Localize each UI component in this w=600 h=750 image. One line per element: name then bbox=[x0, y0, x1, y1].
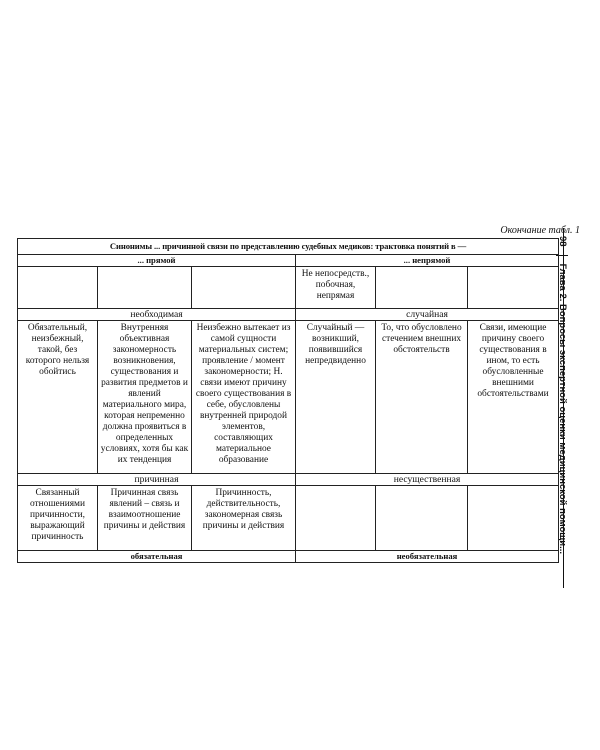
category-nonessential: несущественная bbox=[296, 474, 559, 486]
table-cell bbox=[376, 486, 468, 551]
table-cell bbox=[468, 486, 559, 551]
category-causal: причинная bbox=[18, 474, 296, 486]
table-cell: Причинная связь явлений – связь и взаимоотношение причины и действия bbox=[98, 486, 192, 551]
table-cell: То, что обусловлено стечением внешних обстоятельств bbox=[376, 321, 468, 474]
table-cell bbox=[376, 267, 468, 309]
table-cell: Внутренняя объективная закономерность возникновения, существования и развития предметов и явлений материального мира, которая непременно должна проявиться в определенных условиях, хотя бы как их тенденция bbox=[98, 321, 192, 474]
category-obligatory: обязательная bbox=[18, 551, 296, 563]
category-necessary: необходимая bbox=[18, 309, 296, 321]
table-header: Синонимы ... причинной связи по представлению судебных медиков: трактовка понятий в — bbox=[18, 239, 559, 255]
table-cell bbox=[98, 267, 192, 309]
table-cell: Случайный — возникший, появившийся непредвиденно bbox=[296, 321, 376, 474]
category-random: случайная bbox=[296, 309, 559, 321]
table-cell: Связанный отношениями причинности, выражающий причинность bbox=[18, 486, 98, 551]
table-cell: Неизбежно вытекает из самой сущности материальных систем; проявление / момент закономерности; Н. связи имеют причину своего существования в себе, обусловлены внутренней природой элементов, составляющих материальное образование bbox=[192, 321, 296, 474]
sub-header-indirect: ... непрямой bbox=[296, 255, 559, 267]
table-cell: Не непосредств., побочная, непрямая bbox=[296, 267, 376, 309]
synonyms-table bbox=[17, 238, 559, 563]
table-cell bbox=[468, 267, 559, 309]
table-cell: Причинность, действительность, закономерная связь причины и действия bbox=[192, 486, 296, 551]
running-head-text: Глава 2. Вопросы экспертной оценки медицинской помощи... bbox=[557, 263, 568, 555]
table-caption: Окончание табл. 1 bbox=[500, 225, 580, 236]
table-cell bbox=[296, 486, 376, 551]
page-number: 98 bbox=[557, 236, 568, 247]
table-cell bbox=[18, 267, 98, 309]
table-cell: Обязательный, неизбежный, такой, без которого нельзя обойтись bbox=[18, 321, 98, 474]
table-cell bbox=[192, 267, 296, 309]
table-cell: Связи, имеющие причину своего существования в ином, то есть обусловленные внешними обстоятельствами bbox=[468, 321, 559, 474]
category-optional: необязательная bbox=[296, 551, 559, 563]
sub-header-direct: ... прямой bbox=[18, 255, 296, 267]
